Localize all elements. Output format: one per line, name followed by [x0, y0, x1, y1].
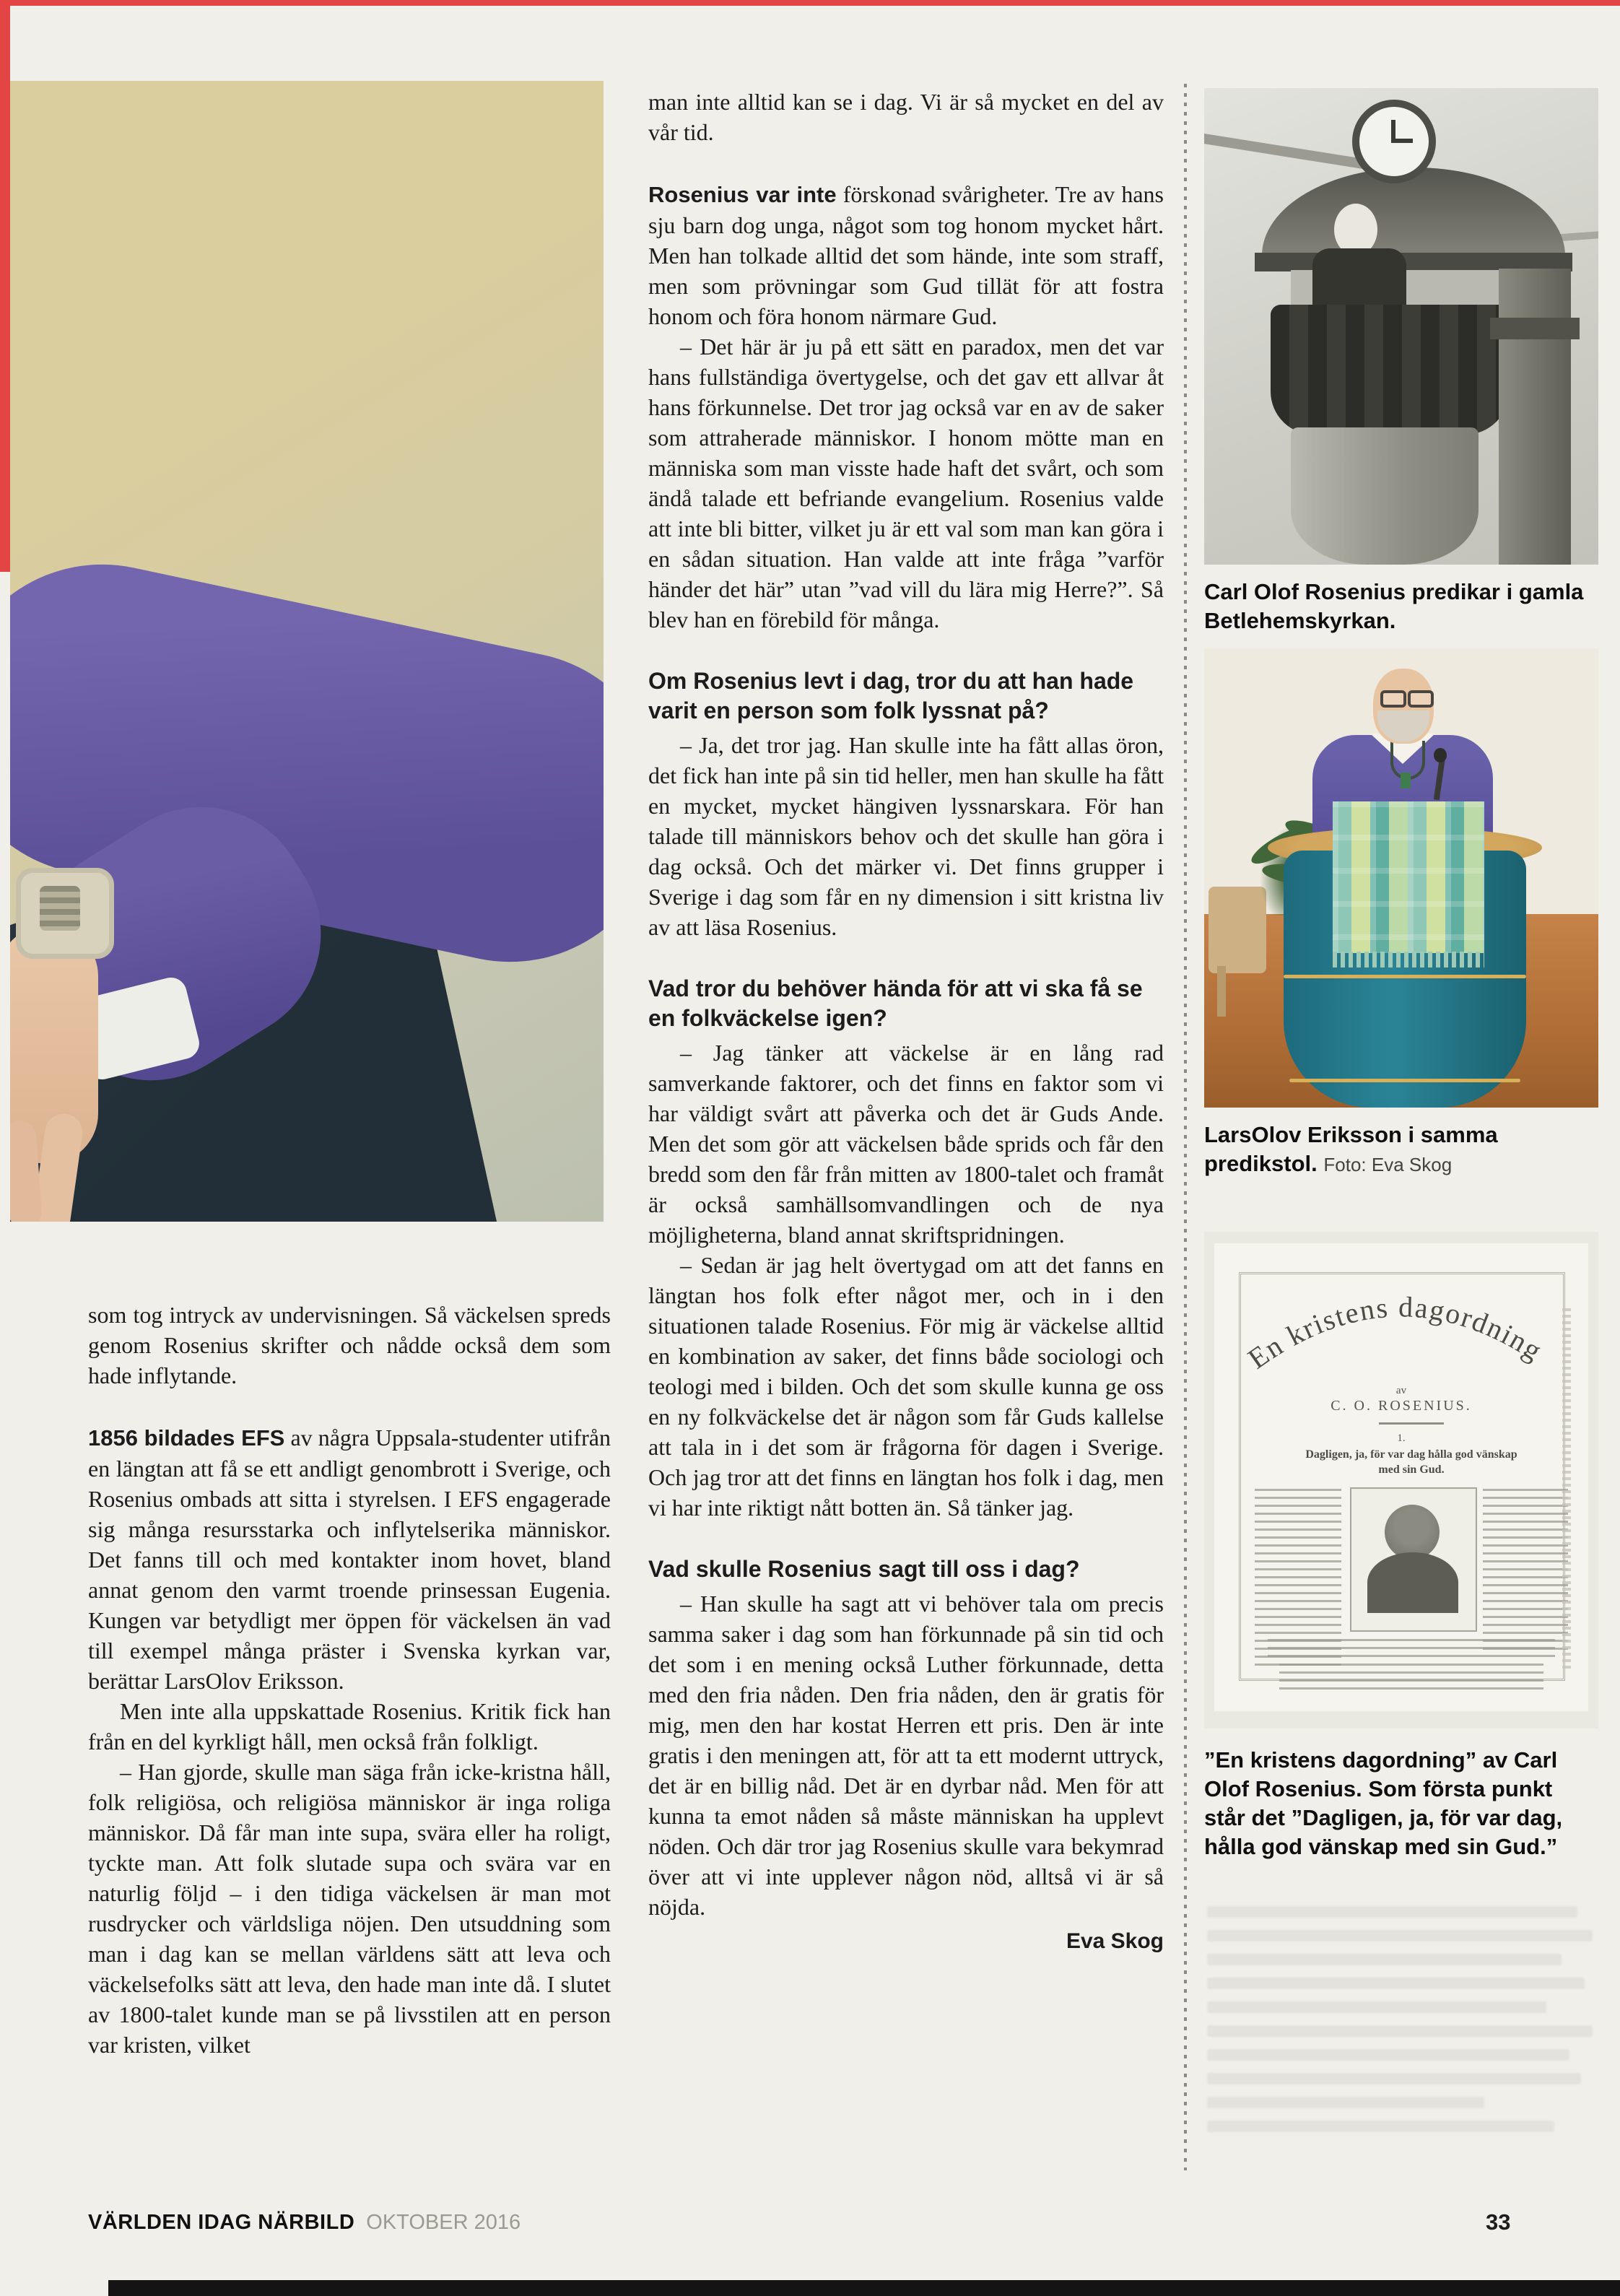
- document-author: C. O. ROSENIUS.: [1331, 1398, 1472, 1414]
- ghost-text-line: [1207, 2049, 1569, 2061]
- photo-glasses: [1380, 690, 1406, 708]
- bold-lead: Rosenius var inte: [648, 182, 837, 207]
- left-text-column: [88, 1300, 611, 2060]
- document-sheet: [1214, 1243, 1588, 1711]
- document-right-column-microtext: [1483, 1489, 1568, 1655]
- photo-glasses: [1408, 690, 1434, 708]
- photo-eriksson-pulpit-color: [1204, 648, 1598, 1108]
- photo-microphone-head: [1434, 748, 1447, 762]
- document-footer-microtext: [1279, 1664, 1543, 1692]
- paragraph: – Han gjorde, skulle man säga från icke-kristna håll, folk religiösa, och religiösa människor är inga roliga människor. Då får man inte supa, svära eller ha roligt, tyckte man. Att folk slutade supa och svära var en naturlig följd – i den tidiga väckelsen är man mot rusdrycker och världsliga nöjen. Den utsuddning som man i dag kan se mellan världens sätt att leva och väckelsefolks sätt att leva, den hade man inte då. I slutet av 1800-talet kunde man se på livsstilen att en person var kristen, vilket: [88, 1759, 611, 2058]
- interview-question: Om Rosenius levt i dag, tror du att han hade varit en person som folk lyssnat på?: [648, 668, 1134, 723]
- dotted-column-divider: [1184, 84, 1187, 2170]
- photo-chair-leg: [1217, 966, 1226, 1017]
- caption-document: ”En kristens dagordning” av Carl Olof Rosenius. Som första punkt står det ”Dagligen, ja, för var dag, hålla god vänskap med sin Gud.”: [1204, 1747, 1563, 1859]
- document-divider: [1379, 1422, 1444, 1425]
- interview-question: Vad skulle Rosenius sagt till oss i dag?: [648, 1556, 1080, 1582]
- ghost-text-line: [1207, 2025, 1593, 2037]
- paragraph: – Det här är ju på ett sätt en paradox, men det var hans fullständiga övertygelse, och det gav ett allvar åt hans förkunnelse. Det tror jag också var en av de saker som attraherade människor. I honom mötte man en människa som man visste hade haft det svårt, och som ändå talade ett befriande evangelium. Rosenius valde att inte bli bitter, vilket ju är ett val som man kan göra i en sådan situation. Han valde att inte fråga ”varför händer det här” utan ”vad vill du lära mig Herre?”. Så blev han en förebild för många.: [648, 334, 1164, 632]
- document-portrait: [1350, 1487, 1477, 1632]
- page-number: 33: [1486, 2209, 1511, 2235]
- scan-edge-top: [0, 0, 1620, 6]
- photo-gold-band: [1284, 975, 1526, 978]
- photo-rosenius-pulpit-bw: [1204, 88, 1598, 565]
- page-footer: [88, 2211, 1351, 2235]
- photo-church-clock: [1352, 100, 1436, 183]
- caption-color-photo: [1204, 1121, 1594, 1179]
- paragraph: [88, 1422, 611, 1696]
- document-av: av: [1395, 1385, 1407, 1396]
- photo-gold-band: [1289, 1079, 1520, 1082]
- photo-pulpit-drape: [1271, 305, 1509, 435]
- ghost-text-line: [1207, 1978, 1585, 1989]
- paragraph-text: förskonad svårigheter. Tre av hans sju barn dog unga, något som tog honom mycket hårt. Men han tolkade alltid det som hände, inte som straff, men som prövningar som Gud tillät för att fostra honom och föra honom närmare Gud.: [648, 181, 1164, 329]
- scan-edge-left: [0, 0, 10, 572]
- caption-bw-photo: Carl Olof Rosenius predikar i gamla Betlehemskyrkan.: [1204, 579, 1584, 633]
- svg-text:En kristens dagordning: [1242, 1290, 1549, 1375]
- paragraph: Men inte alla uppskattade Rosenius. Kritik fick han från en del kyrkligt håll, men också från folkligt.: [88, 1698, 611, 1754]
- document-arched-title: [1239, 1275, 1564, 1383]
- ghost-text-line: [1207, 1954, 1562, 1965]
- photo-wristwatch-face: [40, 886, 80, 931]
- photo-cross-pendant: [1401, 773, 1411, 788]
- photo-old-document: [1204, 1232, 1598, 1728]
- photo-pulpit-drum: [1291, 427, 1479, 565]
- middle-text-column: [648, 87, 1164, 1957]
- footer-brand: VÄRLDEN IDAG NÄRBILD: [88, 2211, 355, 2234]
- photo-pillar: [1499, 269, 1571, 565]
- ghost-text-line: [1207, 1906, 1577, 1918]
- caption-text: LarsOlov Eriksson i samma predikstol.: [1204, 1122, 1498, 1176]
- document-portrait-head: [1385, 1505, 1440, 1560]
- photo-clock-hand: [1393, 139, 1413, 143]
- footer-issue: OKTOBER 2016: [366, 2211, 521, 2234]
- paragraph: – Ja, det tror jag. Han skulle inte ha fått allas öron, det fick han inte på sin tid heller, men han skulle ha fått en mycket, mycket hängiven lyssnarskara. För han talade till människors behov och det skulle han göra i dag också. Och det märker vi. Det finns grupper i Sverige i dag som får en ny dimension i sitt kristna liv av att läsa Rosenius.: [648, 732, 1164, 940]
- paragraph-text: av några Uppsala-studenter utifrån en längtan att få se ett andligt genombrott i Sverige, och Rosenius ombads att sitta i styrelsen. I EFS engagerade sig många resursstarka och inflytelserika människor. Det fanns till och med kontakter inom hovet, bland annat genom den varmt troende prinsessan Eugenia. Kungen var betydligt mer öppen för väckelsen än vad till exempel många präster i Svenska kyrkan var, berättar LarsOlov Eriksson.: [88, 1425, 611, 1694]
- ghost-text-line: [1207, 1930, 1593, 1941]
- paragraph: – Sedan är jag helt övertygad om att det fanns en längtan hos folk efter något mer, och in i den situationen talade Rosenius. För mig är väckelse alltid en kombination av saker, det finns både sociologi och teologi med i bilden. Och det som skulle kunna ge oss en ny folkväckelse det är någon som får Guds kallelse att tala in i det som är frågorna för dagen i Sverige. Och jag tror att det finns en längtan hos folk i dag, men vi har inte riktigt nått botten än. Så tänker jag.: [648, 1252, 1164, 1521]
- interview-question: Vad tror du behöver hända för att vi ska få se en folkväckelse igen?: [648, 975, 1143, 1031]
- ghost-text-line: [1207, 2001, 1546, 2013]
- document-margin-ghost-text: [1562, 1308, 1571, 1669]
- photo-pillar-capital: [1490, 318, 1580, 339]
- paragraph: [648, 179, 1164, 331]
- document-title-text: En kristens dagordning: [1242, 1290, 1549, 1375]
- paragraph: man inte alltid kan se i dag. Vi är så mycket en del av vår tid.: [648, 89, 1164, 145]
- ghost-text-line: [1207, 2073, 1581, 2084]
- document-point-number: 1.: [1397, 1432, 1406, 1444]
- paragraph: – Jag tänker att väckelse är en lång rad samverkande faktorer, och det finns en faktor som vi har väldigt svårt att påverka och det är Guds Ande. Men det som gör att väckelsen både sprids och får den bredd som den får från mitten av 1800-talet och framåt är också samhällsomvandlingen och de nya möjligheterna, bland annat skriftspridningen.: [648, 1040, 1164, 1248]
- byline: Eva Skog: [1066, 1929, 1164, 1953]
- document-first-point: Dagligen, ja, för var dag hålla god vänskap med sin Gud.: [1305, 1448, 1517, 1476]
- photo-wristwatch: [16, 868, 114, 959]
- photo-credit: Foto: Eva Skog: [1323, 1154, 1453, 1175]
- photo-checkered-cloth: [1333, 801, 1484, 953]
- bold-lead: 1856 bildades EFS: [88, 1425, 285, 1451]
- photo-pulpit-canopy: [1262, 168, 1565, 261]
- ghost-bleed-text: [1207, 1906, 1593, 2195]
- ghost-text-line: [1207, 2097, 1484, 2108]
- photo-chair: [1209, 887, 1266, 973]
- document-portrait-shoulders: [1367, 1552, 1458, 1613]
- document-footer-microtext: [1268, 1639, 1555, 1658]
- photo-purple-sweater-arm: [10, 81, 604, 1222]
- scan-edge-bottom: [108, 2280, 1620, 2296]
- ghost-text-line: [1207, 2121, 1554, 2132]
- photo-cloth-fringe: [1333, 952, 1484, 967]
- paragraph: som tog intryck av undervisningen. Så väckelsen spreds genom Rosenius skrifter och nådde också dem som hade inflytande.: [88, 1302, 611, 1388]
- paragraph: – Han skulle ha sagt att vi behöver tala om precis samma saker i dag som han förkunnade på sin tid och det som i en mening också Luther förkunnade, detta med den fria nåden. Den fria nåden, den är gratis för mig, men den har kostat Herren ett pris. Den är inte gratis i den meningen att, för att ta ett modernt uttryck, det är en billig nåd. Det är en dyrbar nåd. Men för att kunna ta emot nåden så måste människan ha upplevt nöden. Och där tror jag Rosenius skulle vara bekymrad över att vi inte upplever någon nöd, alltså vi är så nöjda.: [648, 1591, 1164, 1920]
